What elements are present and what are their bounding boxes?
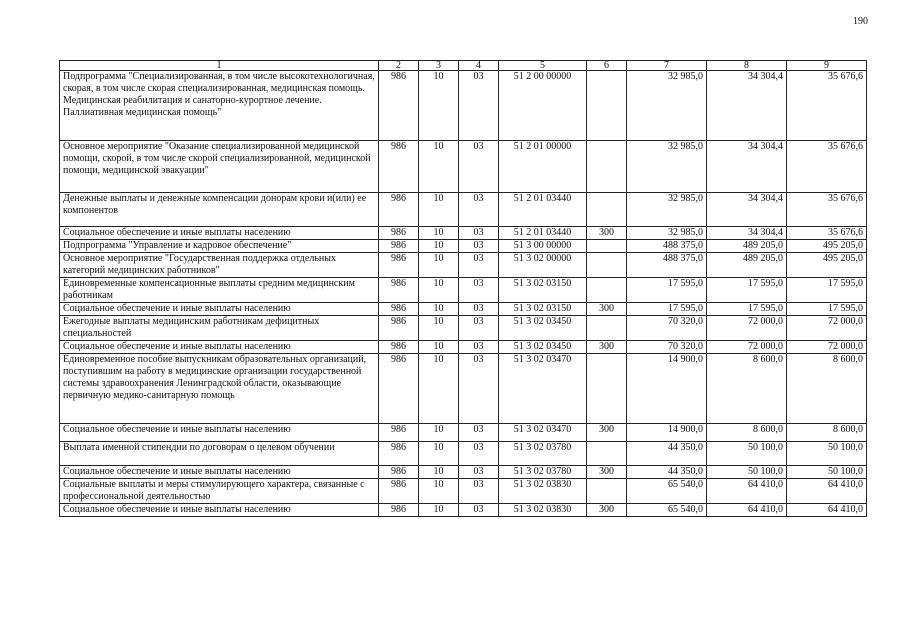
column-5-cell: 51 3 00 00000 bbox=[499, 240, 587, 253]
column-6-cell: 300 bbox=[587, 303, 627, 316]
column-7-cell: 17 595,0 bbox=[627, 278, 707, 303]
table-row bbox=[60, 141, 867, 193]
row-name-cell: Денежные выплаты и денежные компенсации донорам крови и(или) ее компонентов bbox=[60, 193, 379, 227]
table-row bbox=[60, 227, 867, 240]
column-9-cell: 17 595,0 bbox=[787, 303, 867, 316]
column-7-cell: 65 540,0 bbox=[627, 504, 707, 517]
row-name-cell: Ежегодные выплаты медицинским работникам дефицитных специальностей bbox=[60, 316, 379, 341]
row-name-cell: Выплата именной стипендии по договорам о целевом обучении bbox=[60, 442, 379, 466]
column-2-cell: 986 bbox=[379, 316, 419, 341]
row-name-cell: Социальное обеспечение и иные выплаты населению bbox=[60, 504, 379, 517]
column-4-cell: 03 bbox=[459, 71, 499, 141]
row-name-cell: Подпрограмма "Управление и кадровое обеспечение" bbox=[60, 240, 379, 253]
column-9-cell: 50 100,0 bbox=[787, 442, 867, 466]
column-3-cell: 10 bbox=[419, 193, 459, 227]
column-5-cell: 51 3 02 03780 bbox=[499, 466, 587, 479]
column-4-cell: 03 bbox=[459, 466, 499, 479]
column-5-cell: 51 3 02 03830 bbox=[499, 504, 587, 517]
column-3-cell: 10 bbox=[419, 278, 459, 303]
table-row bbox=[60, 442, 867, 466]
column-3-cell: 10 bbox=[419, 341, 459, 354]
column-4-cell: 03 bbox=[459, 227, 499, 240]
column-6-cell bbox=[587, 354, 627, 424]
column-8-cell: 34 304,4 bbox=[707, 71, 787, 141]
column-7-cell: 44 350,0 bbox=[627, 442, 707, 466]
column-5-cell: 51 3 02 03830 bbox=[499, 479, 587, 504]
column-3-cell: 10 bbox=[419, 303, 459, 316]
table-row bbox=[60, 253, 867, 278]
column-2-cell: 986 bbox=[379, 424, 419, 442]
row-name-cell: Социальное обеспечение и иные выплаты населению bbox=[60, 341, 379, 354]
column-4-cell: 03 bbox=[459, 141, 499, 193]
column-7-cell: 488 375,0 bbox=[627, 240, 707, 253]
column-8-cell: 8 600,0 bbox=[707, 354, 787, 424]
column-5-cell: 51 3 02 03450 bbox=[499, 316, 587, 341]
column-9-cell: 50 100,0 bbox=[787, 466, 867, 479]
column-4-cell: 03 bbox=[459, 341, 499, 354]
budget-table bbox=[59, 60, 867, 517]
column-9-cell: 495 205,0 bbox=[787, 240, 867, 253]
column-2-cell: 986 bbox=[379, 341, 419, 354]
column-5-cell: 51 3 02 03450 bbox=[499, 341, 587, 354]
column-6-cell bbox=[587, 253, 627, 278]
column-2-cell: 986 bbox=[379, 240, 419, 253]
column-7-cell: 32 985,0 bbox=[627, 227, 707, 240]
column-2-cell: 986 bbox=[379, 253, 419, 278]
column-2-cell: 986 bbox=[379, 466, 419, 479]
column-7-cell: 14 900,0 bbox=[627, 424, 707, 442]
row-name-cell: Социальное обеспечение и иные выплаты населению bbox=[60, 466, 379, 479]
column-3-cell: 10 bbox=[419, 227, 459, 240]
row-name-cell: Социальные выплаты и меры стимулирующего характера, связанные с профессиональной деятельностью bbox=[60, 479, 379, 504]
column-number-4: 4 bbox=[459, 61, 499, 71]
column-6-cell bbox=[587, 141, 627, 193]
table-row bbox=[60, 316, 867, 341]
column-8-cell: 17 595,0 bbox=[707, 278, 787, 303]
column-5-cell: 51 3 02 03150 bbox=[499, 303, 587, 316]
column-6-cell bbox=[587, 316, 627, 341]
table-row bbox=[60, 278, 867, 303]
column-5-cell: 51 3 02 03780 bbox=[499, 442, 587, 466]
column-4-cell: 03 bbox=[459, 278, 499, 303]
column-8-cell: 50 100,0 bbox=[707, 442, 787, 466]
column-7-cell: 44 350,0 bbox=[627, 466, 707, 479]
column-8-cell: 64 410,0 bbox=[707, 479, 787, 504]
row-name-cell: Основное мероприятие "Оказание специализированной медицинской помощи, скорой, в том числе скорой специализированной, медицинской помощи, медицинской эвакуации" bbox=[60, 141, 379, 193]
column-2-cell: 986 bbox=[379, 354, 419, 424]
column-4-cell: 03 bbox=[459, 193, 499, 227]
column-8-cell: 72 000,0 bbox=[707, 316, 787, 341]
column-6-cell bbox=[587, 479, 627, 504]
row-name-cell: Социальное обеспечение и иные выплаты населению bbox=[60, 303, 379, 316]
column-4-cell: 03 bbox=[459, 504, 499, 517]
column-7-cell: 17 595,0 bbox=[627, 303, 707, 316]
column-8-cell: 8 600,0 bbox=[707, 424, 787, 442]
column-5-cell: 51 3 02 03150 bbox=[499, 278, 587, 303]
column-7-cell: 488 375,0 bbox=[627, 253, 707, 278]
column-7-cell: 14 900,0 bbox=[627, 354, 707, 424]
column-3-cell: 10 bbox=[419, 442, 459, 466]
column-3-cell: 10 bbox=[419, 479, 459, 504]
column-number-2: 2 bbox=[379, 61, 419, 71]
column-number-8: 8 bbox=[707, 61, 787, 71]
column-3-cell: 10 bbox=[419, 466, 459, 479]
column-8-cell: 17 595,0 bbox=[707, 303, 787, 316]
column-8-cell: 72 000,0 bbox=[707, 341, 787, 354]
row-name-cell: Единовременные компенсационные выплаты средним медицинским работникам bbox=[60, 278, 379, 303]
column-6-cell: 300 bbox=[587, 504, 627, 517]
column-5-cell: 51 2 01 03440 bbox=[499, 227, 587, 240]
column-4-cell: 03 bbox=[459, 253, 499, 278]
column-8-cell: 64 410,0 bbox=[707, 504, 787, 517]
column-8-cell: 489 205,0 bbox=[707, 253, 787, 278]
table-row bbox=[60, 71, 867, 141]
column-8-cell: 489 205,0 bbox=[707, 240, 787, 253]
column-number-5: 5 bbox=[499, 61, 587, 71]
column-8-cell: 50 100,0 bbox=[707, 466, 787, 479]
table-row bbox=[60, 466, 867, 479]
column-3-cell: 10 bbox=[419, 240, 459, 253]
column-9-cell: 64 410,0 bbox=[787, 504, 867, 517]
column-2-cell: 986 bbox=[379, 479, 419, 504]
column-9-cell: 64 410,0 bbox=[787, 479, 867, 504]
column-4-cell: 03 bbox=[459, 240, 499, 253]
column-4-cell: 03 bbox=[459, 442, 499, 466]
row-name-cell: Социальное обеспечение и иные выплаты населению bbox=[60, 424, 379, 442]
row-name-cell: Единовременное пособие выпускникам образовательных организаций, поступившим на работу в медицинские организации государственной системы здравоохранения Ленинградской области, оказывающие первичную медико-санитарную помощь bbox=[60, 354, 379, 424]
column-2-cell: 986 bbox=[379, 278, 419, 303]
column-7-cell: 70 320,0 bbox=[627, 316, 707, 341]
column-3-cell: 10 bbox=[419, 354, 459, 424]
column-4-cell: 03 bbox=[459, 303, 499, 316]
column-4-cell: 03 bbox=[459, 316, 499, 341]
column-9-cell: 8 600,0 bbox=[787, 354, 867, 424]
column-9-cell: 35 676,6 bbox=[787, 193, 867, 227]
column-number-9: 9 bbox=[787, 61, 867, 71]
column-3-cell: 10 bbox=[419, 316, 459, 341]
column-2-cell: 986 bbox=[379, 141, 419, 193]
column-7-cell: 32 985,0 bbox=[627, 193, 707, 227]
column-2-cell: 986 bbox=[379, 227, 419, 240]
column-5-cell: 51 2 01 00000 bbox=[499, 141, 587, 193]
column-2-cell: 986 bbox=[379, 442, 419, 466]
table-row bbox=[60, 424, 867, 442]
column-5-cell: 51 3 02 03470 bbox=[499, 354, 587, 424]
column-5-cell: 51 3 02 03470 bbox=[499, 424, 587, 442]
column-7-cell: 65 540,0 bbox=[627, 479, 707, 504]
column-2-cell: 986 bbox=[379, 71, 419, 141]
row-name-cell: Социальное обеспечение и иные выплаты населению bbox=[60, 227, 379, 240]
table-row bbox=[60, 240, 867, 253]
column-9-cell: 8 600,0 bbox=[787, 424, 867, 442]
table-row bbox=[60, 341, 867, 354]
column-6-cell: 300 bbox=[587, 424, 627, 442]
column-6-cell bbox=[587, 71, 627, 141]
column-7-cell: 32 985,0 bbox=[627, 141, 707, 193]
column-9-cell: 35 676,6 bbox=[787, 227, 867, 240]
column-6-cell bbox=[587, 240, 627, 253]
column-6-cell: 300 bbox=[587, 341, 627, 354]
column-number-3: 3 bbox=[419, 61, 459, 71]
column-2-cell: 986 bbox=[379, 303, 419, 316]
column-9-cell: 35 676,6 bbox=[787, 141, 867, 193]
column-3-cell: 10 bbox=[419, 504, 459, 517]
row-name-cell: Основное мероприятие "Государственная поддержка отдельных категорий медицинских работников" bbox=[60, 253, 379, 278]
column-7-cell: 32 985,0 bbox=[627, 71, 707, 141]
column-6-cell: 300 bbox=[587, 466, 627, 479]
column-9-cell: 72 000,0 bbox=[787, 316, 867, 341]
column-6-cell bbox=[587, 193, 627, 227]
table-row bbox=[60, 504, 867, 517]
column-3-cell: 10 bbox=[419, 424, 459, 442]
table-row bbox=[60, 354, 867, 424]
column-2-cell: 986 bbox=[379, 504, 419, 517]
column-4-cell: 03 bbox=[459, 424, 499, 442]
column-5-cell: 51 2 01 03440 bbox=[499, 193, 587, 227]
row-name-cell: Подпрограмма "Специализированная, в том числе высокотехнологичная, скорая, в том числе скорая специализированная, медицинская помощь. Медицинская реабилитация и санаторно-курортное лечение. Паллиативная медицинская помощь" bbox=[60, 71, 379, 141]
column-9-cell: 17 595,0 bbox=[787, 278, 867, 303]
column-number-6: 6 bbox=[587, 61, 627, 71]
column-6-cell bbox=[587, 442, 627, 466]
column-4-cell: 03 bbox=[459, 479, 499, 504]
column-5-cell: 51 2 00 00000 bbox=[499, 71, 587, 141]
column-8-cell: 34 304,4 bbox=[707, 141, 787, 193]
page-number: 190 bbox=[853, 16, 868, 27]
column-3-cell: 10 bbox=[419, 71, 459, 141]
column-3-cell: 10 bbox=[419, 253, 459, 278]
column-8-cell: 34 304,4 bbox=[707, 227, 787, 240]
column-9-cell: 35 676,6 bbox=[787, 71, 867, 141]
column-6-cell: 300 bbox=[587, 227, 627, 240]
table-row bbox=[60, 193, 867, 227]
column-number-7: 7 bbox=[627, 61, 707, 71]
column-8-cell: 34 304,4 bbox=[707, 193, 787, 227]
column-6-cell bbox=[587, 278, 627, 303]
table-row bbox=[60, 479, 867, 504]
column-number-1: 1 bbox=[60, 61, 379, 71]
column-4-cell: 03 bbox=[459, 354, 499, 424]
table-header-row bbox=[60, 61, 867, 71]
column-5-cell: 51 3 02 00000 bbox=[499, 253, 587, 278]
column-9-cell: 72 000,0 bbox=[787, 341, 867, 354]
column-7-cell: 70 320,0 bbox=[627, 341, 707, 354]
column-3-cell: 10 bbox=[419, 141, 459, 193]
column-2-cell: 986 bbox=[379, 193, 419, 227]
column-9-cell: 495 205,0 bbox=[787, 253, 867, 278]
table-row bbox=[60, 303, 867, 316]
